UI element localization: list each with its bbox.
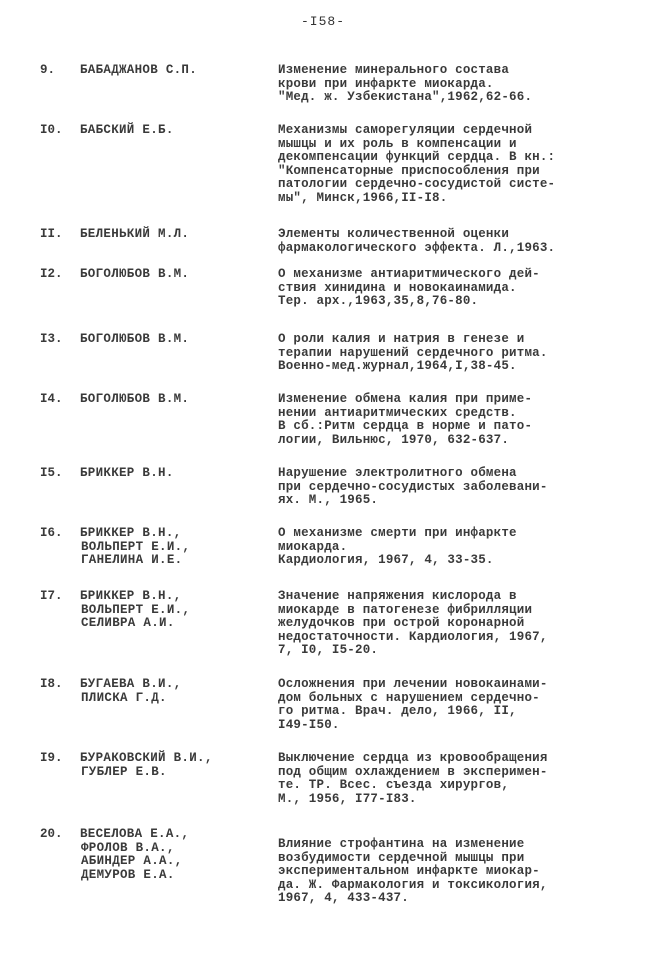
description-line: ствия хинидина и новокаинамида. bbox=[278, 280, 517, 295]
author-name: БУГАЕВА В.И., bbox=[80, 677, 182, 691]
description-line: те. ТР. Всес. съезда хирургов, bbox=[278, 778, 510, 792]
description-line: В сб.:Ритм сердца в норме и пато- bbox=[278, 419, 533, 433]
description-line: мы", Минск,1966,II-I8. bbox=[278, 190, 448, 205]
description-line: "Мед. ж. Узбекистана",1962,62-66. bbox=[278, 90, 533, 104]
author-name: БАБСКИЙ Е.Б. bbox=[80, 123, 174, 137]
description-line: под общим охлаждением в эксперимен- bbox=[278, 764, 548, 779]
entry-authors bbox=[80, 393, 270, 407]
description-line: ях. М., 1965. bbox=[278, 493, 379, 507]
entry-number: I6. bbox=[40, 526, 63, 540]
entry-authors bbox=[80, 124, 270, 138]
entry-description bbox=[278, 678, 618, 732]
author-name: ФРОЛОВ В.А., bbox=[81, 840, 175, 855]
entry-number: I8. bbox=[40, 677, 63, 691]
description-line: Влияние строфантина на изменение bbox=[278, 837, 525, 851]
entry-number: I0. bbox=[40, 123, 63, 137]
author-name: ГУБЛЕР Е.В. bbox=[81, 764, 167, 779]
description-line: миокарде в патогенезе фибрилляции bbox=[278, 602, 533, 617]
description-line: 7, I0, I5-20. bbox=[278, 643, 379, 657]
description-line: го ритма. Врач. дело, 1966, II, bbox=[278, 704, 517, 718]
description-line: Тер. арх.,1963,35,8,76-80. bbox=[278, 294, 479, 308]
description-line: Изменение минерального состава bbox=[278, 63, 510, 77]
entry-number: I7. bbox=[40, 589, 63, 603]
description-line: М., 1956, I77-I83. bbox=[278, 791, 417, 806]
entry-description bbox=[278, 124, 618, 205]
author-name: ГАНЕЛИНА И.Е. bbox=[81, 553, 183, 567]
author-name: БУРАКОВСКИЙ В.И., bbox=[80, 751, 213, 765]
description-line: фармакологического эффекта. Л.,1963. bbox=[278, 240, 556, 255]
entry-authors bbox=[80, 527, 270, 568]
page-number: -I58- bbox=[300, 14, 345, 29]
author-name: ВОЛЬПЕРТ Е.И., bbox=[81, 602, 191, 617]
author-name: БОГОЛЮБОВ В.М. bbox=[80, 267, 190, 281]
author-name: СЕЛИВРА А.И. bbox=[81, 616, 175, 630]
description-line: Элементы количественной оценки bbox=[278, 227, 510, 241]
author-name: БРИККЕР В.Н., bbox=[80, 589, 182, 603]
author-name: АБИНДЕР А.А., bbox=[81, 854, 183, 868]
entry-number: 20. bbox=[40, 827, 63, 841]
description-line: I49-I50. bbox=[278, 717, 340, 732]
entry-description bbox=[278, 527, 618, 568]
entry-authors bbox=[80, 268, 270, 282]
description-line: декомпенсации функций сердца. В кн.: bbox=[278, 150, 556, 164]
description-line: миокарда. bbox=[278, 539, 348, 554]
entry-number: I2. bbox=[40, 267, 63, 281]
author-name: ВОЛЬПЕРТ Е.И., bbox=[81, 539, 191, 554]
entry-description bbox=[278, 590, 618, 658]
entry-number: I5. bbox=[40, 466, 63, 480]
entry-description bbox=[278, 333, 618, 374]
description-line: О механизме антиаритмического дей- bbox=[278, 267, 540, 281]
description-line: нении антиаритмических средств. bbox=[278, 405, 517, 420]
description-line: "Компенсаторные приспособления при bbox=[278, 163, 540, 178]
author-name: БЕЛЕНЬКИЙ М.Л. bbox=[80, 227, 190, 241]
author-name: ВЕСЕЛОВА Е.А., bbox=[80, 827, 190, 841]
description-line: патологии сердечно-сосудистой систе- bbox=[278, 177, 556, 191]
description-line: О механизме смерти при инфаркте bbox=[278, 526, 517, 540]
entry-number: II. bbox=[40, 227, 63, 241]
entry-authors bbox=[80, 228, 270, 242]
description-line: Механизмы саморегуляции сердечной bbox=[278, 123, 533, 137]
author-name: ДЕМУРОВ Е.А. bbox=[81, 867, 175, 882]
entry-description bbox=[278, 467, 618, 508]
description-line: дом больных с нарушением сердечно- bbox=[278, 690, 540, 705]
entry-number: I9. bbox=[40, 751, 63, 765]
description-line: да. Ж. Фармакология и токсикология, bbox=[278, 877, 548, 892]
entry-description bbox=[278, 838, 618, 906]
description-line: желудочков при острой коронарной bbox=[278, 616, 525, 630]
entry-description bbox=[278, 752, 618, 806]
entry-description bbox=[278, 268, 618, 309]
description-line: терапии нарушений сердечного ритма. bbox=[278, 345, 548, 360]
entry-number: 9. bbox=[40, 63, 56, 77]
entry-description bbox=[278, 393, 618, 447]
entry-description bbox=[278, 228, 618, 255]
entry-authors bbox=[80, 678, 270, 705]
author-name: БОГОЛЮБОВ В.М. bbox=[80, 392, 190, 406]
entry-description bbox=[278, 64, 618, 105]
description-line: экспериментальном инфаркте миокар- bbox=[278, 864, 540, 878]
entry-authors bbox=[80, 590, 270, 631]
description-line: мышцы и их роль в компенсации и bbox=[278, 136, 517, 151]
entry-authors bbox=[80, 333, 270, 347]
author-name: ПЛИСКА Г.Д. bbox=[81, 690, 167, 705]
entry-authors bbox=[80, 467, 270, 481]
author-name: БРИККЕР В.Н. bbox=[80, 466, 174, 480]
description-line: Военно-мед.журнал,1964,I,38-45. bbox=[278, 359, 517, 373]
description-line: 1967, 4, 433-437. bbox=[278, 891, 409, 905]
description-line: О роли калия и натрия в генезе и bbox=[278, 332, 525, 346]
entry-number: I3. bbox=[40, 332, 63, 346]
description-line: Нарушение электролитного обмена bbox=[278, 466, 517, 480]
description-line: крови при инфаркте миокарда. bbox=[278, 76, 494, 91]
description-line: Выключение сердца из кровообращения bbox=[278, 751, 548, 765]
author-name: БРИККЕР В.Н., bbox=[80, 526, 182, 540]
description-line: Кардиология, 1967, 4, 33-35. bbox=[278, 553, 494, 567]
author-name: БАБАДЖАНОВ С.П. bbox=[80, 63, 198, 77]
entry-authors bbox=[80, 828, 270, 882]
description-line: Изменение обмена калия при приме- bbox=[278, 392, 533, 406]
description-line: Осложнения при лечении новокаинами- bbox=[278, 677, 548, 691]
description-line: при сердечно-сосудистых заболевани- bbox=[278, 479, 548, 494]
description-line: возбудимости сердечной мышцы при bbox=[278, 850, 525, 865]
description-line: логии, Вильнюс, 1970, 632-637. bbox=[278, 432, 510, 447]
entry-authors bbox=[80, 752, 270, 779]
entry-number: I4. bbox=[40, 392, 63, 406]
entry-authors bbox=[80, 64, 270, 78]
description-line: Значение напряжения кислорода в bbox=[278, 589, 517, 603]
author-name: БОГОЛЮБОВ В.М. bbox=[80, 332, 190, 346]
description-line: недостаточности. Кардиология, 1967, bbox=[278, 629, 548, 644]
